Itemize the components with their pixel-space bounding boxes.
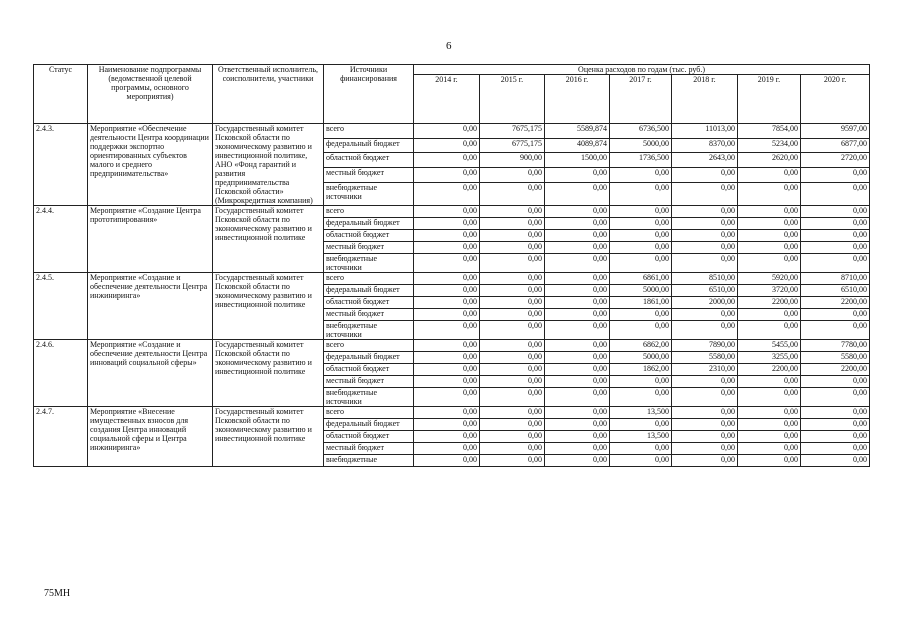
row-year-value: 5580,00 [672, 352, 738, 364]
row-year-value: 0,00 [738, 321, 801, 340]
row-year-value: 0,00 [414, 340, 480, 352]
row-year-value: 0,00 [545, 321, 610, 340]
header-year: 2016 г. [545, 75, 610, 124]
row-funding-source: областной бюджет [324, 297, 414, 309]
row-funding-source: федеральный бюджет [324, 138, 414, 153]
row-year-value: 0,00 [414, 254, 480, 273]
row-year-value: 1736,500 [610, 153, 672, 168]
row-year-value: 7890,00 [672, 340, 738, 352]
row-year-value: 0,00 [414, 309, 480, 321]
row-year-value: 6775,175 [480, 138, 545, 153]
footer-code: 75МН [44, 588, 71, 599]
row-funding-source: местный бюджет [324, 168, 414, 183]
row-year-value: 0,00 [801, 218, 870, 230]
row-year-value: 0,00 [414, 153, 480, 168]
row-funding-source: внебюджетные [324, 455, 414, 467]
row-status: 2.4.5. [34, 273, 88, 340]
row-year-value: 0,00 [545, 218, 610, 230]
row-year-value: 0,00 [610, 182, 672, 205]
row-year-value: 0,00 [610, 388, 672, 407]
row-funding-source: всего [324, 206, 414, 218]
row-year-value: 0,00 [480, 431, 545, 443]
row-funding-source: местный бюджет [324, 376, 414, 388]
row-year-value: 2000,00 [672, 297, 738, 309]
row-funding-source: областной бюджет [324, 153, 414, 168]
row-year-value: 0,00 [801, 230, 870, 242]
row-year-value: 5589,874 [545, 124, 610, 139]
row-year-value: 0,00 [414, 443, 480, 455]
row-funding-source: внебюджетные источники [324, 182, 414, 205]
table-row [34, 273, 870, 285]
row-year-value: 0,00 [672, 407, 738, 419]
row-year-value: 13,500 [610, 431, 672, 443]
row-year-value: 5455,00 [738, 340, 801, 352]
row-year-value: 0,00 [801, 182, 870, 205]
row-year-value: 0,00 [545, 455, 610, 467]
row-year-value: 0,00 [610, 254, 672, 273]
row-year-value: 0,00 [610, 218, 672, 230]
row-year-value: 0,00 [480, 407, 545, 419]
page-number: 6 [446, 40, 452, 52]
row-year-value: 0,00 [414, 230, 480, 242]
row-year-value: 0,00 [480, 455, 545, 467]
header-sources: Источники финансирования [324, 65, 414, 124]
row-year-value: 0,00 [545, 443, 610, 455]
row-year-value: 0,00 [480, 364, 545, 376]
row-year-value: 0,00 [738, 443, 801, 455]
row-year-value: 0,00 [610, 309, 672, 321]
row-year-value: 0,00 [545, 340, 610, 352]
row-year-value: 0,00 [545, 352, 610, 364]
row-year-value: 0,00 [545, 309, 610, 321]
row-year-value: 11013,00 [672, 124, 738, 139]
row-year-value: 2200,00 [801, 297, 870, 309]
row-year-value: 0,00 [801, 407, 870, 419]
row-year-value: 0,00 [672, 242, 738, 254]
row-year-value: 0,00 [480, 321, 545, 340]
row-year-value: 0,00 [545, 376, 610, 388]
row-year-value: 0,00 [545, 419, 610, 431]
row-year-value: 7854,00 [738, 124, 801, 139]
row-year-value: 0,00 [414, 124, 480, 139]
row-year-value: 0,00 [545, 273, 610, 285]
row-activity-name: Мероприятие «Создание Центра прототипирования» [88, 206, 213, 273]
row-year-value: 2200,00 [738, 364, 801, 376]
row-year-value: 0,00 [801, 455, 870, 467]
table-row [34, 407, 870, 419]
row-year-value: 1862,00 [610, 364, 672, 376]
row-year-value: 0,00 [738, 455, 801, 467]
row-funding-source: областной бюджет [324, 431, 414, 443]
row-year-value: 1500,00 [545, 153, 610, 168]
row-year-value: 0,00 [672, 431, 738, 443]
row-year-value: 2200,00 [801, 364, 870, 376]
row-year-value: 4089,874 [545, 138, 610, 153]
row-year-value: 0,00 [738, 168, 801, 183]
row-year-value: 0,00 [414, 352, 480, 364]
row-year-value: 0,00 [414, 168, 480, 183]
row-year-value: 0,00 [672, 218, 738, 230]
row-year-value: 0,00 [414, 419, 480, 431]
header-year: 2017 г. [610, 75, 672, 124]
row-year-value: 0,00 [738, 431, 801, 443]
row-year-value: 2720,00 [801, 153, 870, 168]
row-year-value: 0,00 [545, 168, 610, 183]
row-funding-source: федеральный бюджет [324, 218, 414, 230]
row-funding-source: всего [324, 407, 414, 419]
row-year-value: 0,00 [414, 407, 480, 419]
row-year-value: 0,00 [414, 376, 480, 388]
row-year-value: 6877,00 [801, 138, 870, 153]
row-year-value: 0,00 [610, 443, 672, 455]
row-year-value: 0,00 [801, 206, 870, 218]
row-year-value: 0,00 [738, 254, 801, 273]
row-year-value: 0,00 [545, 285, 610, 297]
row-year-value: 5000,00 [610, 352, 672, 364]
row-year-value: 0,00 [672, 455, 738, 467]
row-year-value: 0,00 [414, 431, 480, 443]
row-status: 2.4.7. [34, 407, 88, 467]
row-year-value: 0,00 [801, 376, 870, 388]
row-year-value: 0,00 [545, 407, 610, 419]
row-year-value: 0,00 [545, 388, 610, 407]
table-row [34, 206, 870, 218]
row-year-value: 0,00 [610, 168, 672, 183]
row-year-value: 5580,00 [801, 352, 870, 364]
row-year-value: 6862,00 [610, 340, 672, 352]
row-funding-source: федеральный бюджет [324, 285, 414, 297]
row-year-value: 0,00 [738, 419, 801, 431]
row-year-value: 0,00 [545, 431, 610, 443]
row-year-value: 0,00 [480, 273, 545, 285]
header-estimate: Оценка расходов по годам (тыс. руб.) [414, 65, 870, 75]
row-status: 2.4.4. [34, 206, 88, 273]
row-activity-name: Мероприятие «Внесение имущественных взносов для создания Центра инноваций социальной сферы и Центра инжиниринга» [88, 407, 213, 467]
row-year-value: 0,00 [480, 419, 545, 431]
row-year-value: 0,00 [801, 168, 870, 183]
row-funding-source: внебюджетные источники [324, 321, 414, 340]
row-funding-source: местный бюджет [324, 309, 414, 321]
row-year-value: 8710,00 [801, 273, 870, 285]
row-year-value: 0,00 [610, 206, 672, 218]
row-year-value: 0,00 [610, 376, 672, 388]
row-year-value: 0,00 [801, 388, 870, 407]
row-funding-source: местный бюджет [324, 242, 414, 254]
row-year-value: 0,00 [672, 182, 738, 205]
row-year-value: 0,00 [414, 138, 480, 153]
row-year-value: 3255,00 [738, 352, 801, 364]
row-funding-source: внебюджетные источники [324, 388, 414, 407]
row-responsible: Государственный комитет Псковской области по экономическому развитию и инвестиционной политике [213, 273, 324, 340]
row-funding-source: федеральный бюджет [324, 352, 414, 364]
row-year-value: 0,00 [480, 230, 545, 242]
row-year-value: 0,00 [610, 321, 672, 340]
row-year-value: 0,00 [480, 168, 545, 183]
row-year-value: 9597,00 [801, 124, 870, 139]
row-year-value: 6861,00 [610, 273, 672, 285]
row-year-value: 0,00 [672, 309, 738, 321]
row-year-value: 0,00 [672, 168, 738, 183]
row-year-value: 0,00 [738, 218, 801, 230]
row-year-value: 1861,00 [610, 297, 672, 309]
row-funding-source: областной бюджет [324, 364, 414, 376]
row-year-value: 0,00 [414, 206, 480, 218]
row-funding-source: всего [324, 124, 414, 139]
header-responsible: Ответственный исполнитель, соисполнители, участники [213, 65, 324, 124]
row-year-value: 0,00 [672, 321, 738, 340]
row-year-value: 0,00 [480, 376, 545, 388]
row-year-value: 0,00 [480, 206, 545, 218]
row-year-value: 0,00 [672, 254, 738, 273]
row-year-value: 900,00 [480, 153, 545, 168]
row-year-value: 5000,00 [610, 138, 672, 153]
row-year-value: 0,00 [610, 242, 672, 254]
row-activity-name: Мероприятие «Обеспечение деятельности Центра координации поддержки экспортно ориентированных субъектов малого и среднего предпринимательства» [88, 124, 213, 206]
row-year-value: 0,00 [672, 443, 738, 455]
budget-table [33, 64, 870, 467]
row-funding-source: областной бюджет [324, 230, 414, 242]
row-year-value: 0,00 [480, 285, 545, 297]
row-year-value: 0,00 [545, 206, 610, 218]
row-year-value: 0,00 [545, 182, 610, 205]
row-year-value: 0,00 [801, 254, 870, 273]
row-year-value: 0,00 [801, 321, 870, 340]
row-year-value: 6510,00 [801, 285, 870, 297]
row-funding-source: всего [324, 273, 414, 285]
row-year-value: 3720,00 [738, 285, 801, 297]
row-year-value: 2620,00 [738, 153, 801, 168]
row-year-value: 0,00 [545, 297, 610, 309]
header-year: 2014 г. [414, 75, 480, 124]
row-year-value: 0,00 [672, 388, 738, 407]
row-year-value: 0,00 [414, 182, 480, 205]
table-body [34, 124, 870, 467]
row-year-value: 0,00 [480, 309, 545, 321]
row-year-value: 0,00 [610, 230, 672, 242]
row-year-value: 0,00 [801, 309, 870, 321]
header-name: Наименование подпрограммы (ведомственной целевой программы, основного мероприятия) [88, 65, 213, 124]
row-year-value: 0,00 [610, 455, 672, 467]
header-year: 2020 г. [801, 75, 870, 124]
header-year: 2018 г. [672, 75, 738, 124]
row-year-value: 0,00 [545, 242, 610, 254]
row-year-value: 0,00 [738, 376, 801, 388]
row-activity-name: Мероприятие «Создание и обеспечение деятельности Центра инжиниринга» [88, 273, 213, 340]
row-year-value: 0,00 [672, 230, 738, 242]
row-year-value: 8370,00 [672, 138, 738, 153]
row-year-value: 0,00 [801, 419, 870, 431]
row-responsible: Государственный комитет Псковской области по экономическому развитию и инвестиционной политике [213, 206, 324, 273]
row-year-value: 2200,00 [738, 297, 801, 309]
row-year-value: 0,00 [480, 352, 545, 364]
row-year-value: 2643,00 [672, 153, 738, 168]
table-row [34, 340, 870, 352]
row-year-value: 0,00 [801, 443, 870, 455]
row-year-value: 0,00 [414, 273, 480, 285]
row-year-value: 2310,00 [672, 364, 738, 376]
row-responsible: Государственный комитет Псковской области по экономическому развитию и инвестиционной политике [213, 340, 324, 407]
row-responsible: Государственный комитет Псковской области по экономическому развитию и инвестиционной политике, АНО «Фонд гарантий и развития предпринимательства Псковской области» (Микрокредитная компания) [213, 124, 324, 206]
row-funding-source: внебюджетные источники [324, 254, 414, 273]
row-year-value: 0,00 [414, 285, 480, 297]
row-status: 2.4.6. [34, 340, 88, 407]
header-year: 2015 г. [480, 75, 545, 124]
row-year-value: 0,00 [545, 254, 610, 273]
row-year-value: 0,00 [672, 206, 738, 218]
row-responsible: Государственный комитет Псковской области по экономическому развитию и инвестиционной политике [213, 407, 324, 467]
row-year-value: 0,00 [414, 364, 480, 376]
row-year-value: 0,00 [480, 297, 545, 309]
row-year-value: 0,00 [480, 242, 545, 254]
row-year-value: 8510,00 [672, 273, 738, 285]
row-funding-source: местный бюджет [324, 443, 414, 455]
row-year-value: 0,00 [738, 407, 801, 419]
row-year-value: 7780,00 [801, 340, 870, 352]
table-row [34, 124, 870, 139]
header-status: Статус [34, 65, 88, 124]
row-year-value: 0,00 [672, 376, 738, 388]
row-year-value: 0,00 [801, 431, 870, 443]
row-year-value: 0,00 [480, 340, 545, 352]
row-year-value: 0,00 [738, 206, 801, 218]
row-year-value: 0,00 [480, 443, 545, 455]
row-year-value: 0,00 [414, 218, 480, 230]
row-year-value: 5000,00 [610, 285, 672, 297]
row-year-value: 5234,00 [738, 138, 801, 153]
row-year-value: 0,00 [414, 388, 480, 407]
row-status: 2.4.3. [34, 124, 88, 206]
row-year-value: 0,00 [414, 242, 480, 254]
row-year-value: 0,00 [738, 230, 801, 242]
row-year-value: 0,00 [414, 321, 480, 340]
row-year-value: 0,00 [545, 230, 610, 242]
row-year-value: 0,00 [480, 388, 545, 407]
row-year-value: 13,500 [610, 407, 672, 419]
row-funding-source: всего [324, 340, 414, 352]
row-year-value: 0,00 [738, 388, 801, 407]
row-year-value: 6510,00 [672, 285, 738, 297]
row-funding-source: федеральный бюджет [324, 419, 414, 431]
row-year-value: 0,00 [738, 242, 801, 254]
row-year-value: 5920,00 [738, 273, 801, 285]
row-year-value: 0,00 [414, 455, 480, 467]
header-year: 2019 г. [738, 75, 801, 124]
row-year-value: 0,00 [480, 182, 545, 205]
row-activity-name: Мероприятие «Создание и обеспечение деятельности Центра инноваций социальной сферы» [88, 340, 213, 407]
row-year-value: 0,00 [738, 309, 801, 321]
row-year-value: 0,00 [480, 218, 545, 230]
row-year-value: 6736,500 [610, 124, 672, 139]
row-year-value: 7675,175 [480, 124, 545, 139]
row-year-value: 0,00 [738, 182, 801, 205]
row-year-value: 0,00 [545, 364, 610, 376]
row-year-value: 0,00 [480, 254, 545, 273]
row-year-value: 0,00 [414, 297, 480, 309]
row-year-value: 0,00 [672, 419, 738, 431]
row-year-value: 0,00 [610, 419, 672, 431]
row-year-value: 0,00 [801, 242, 870, 254]
